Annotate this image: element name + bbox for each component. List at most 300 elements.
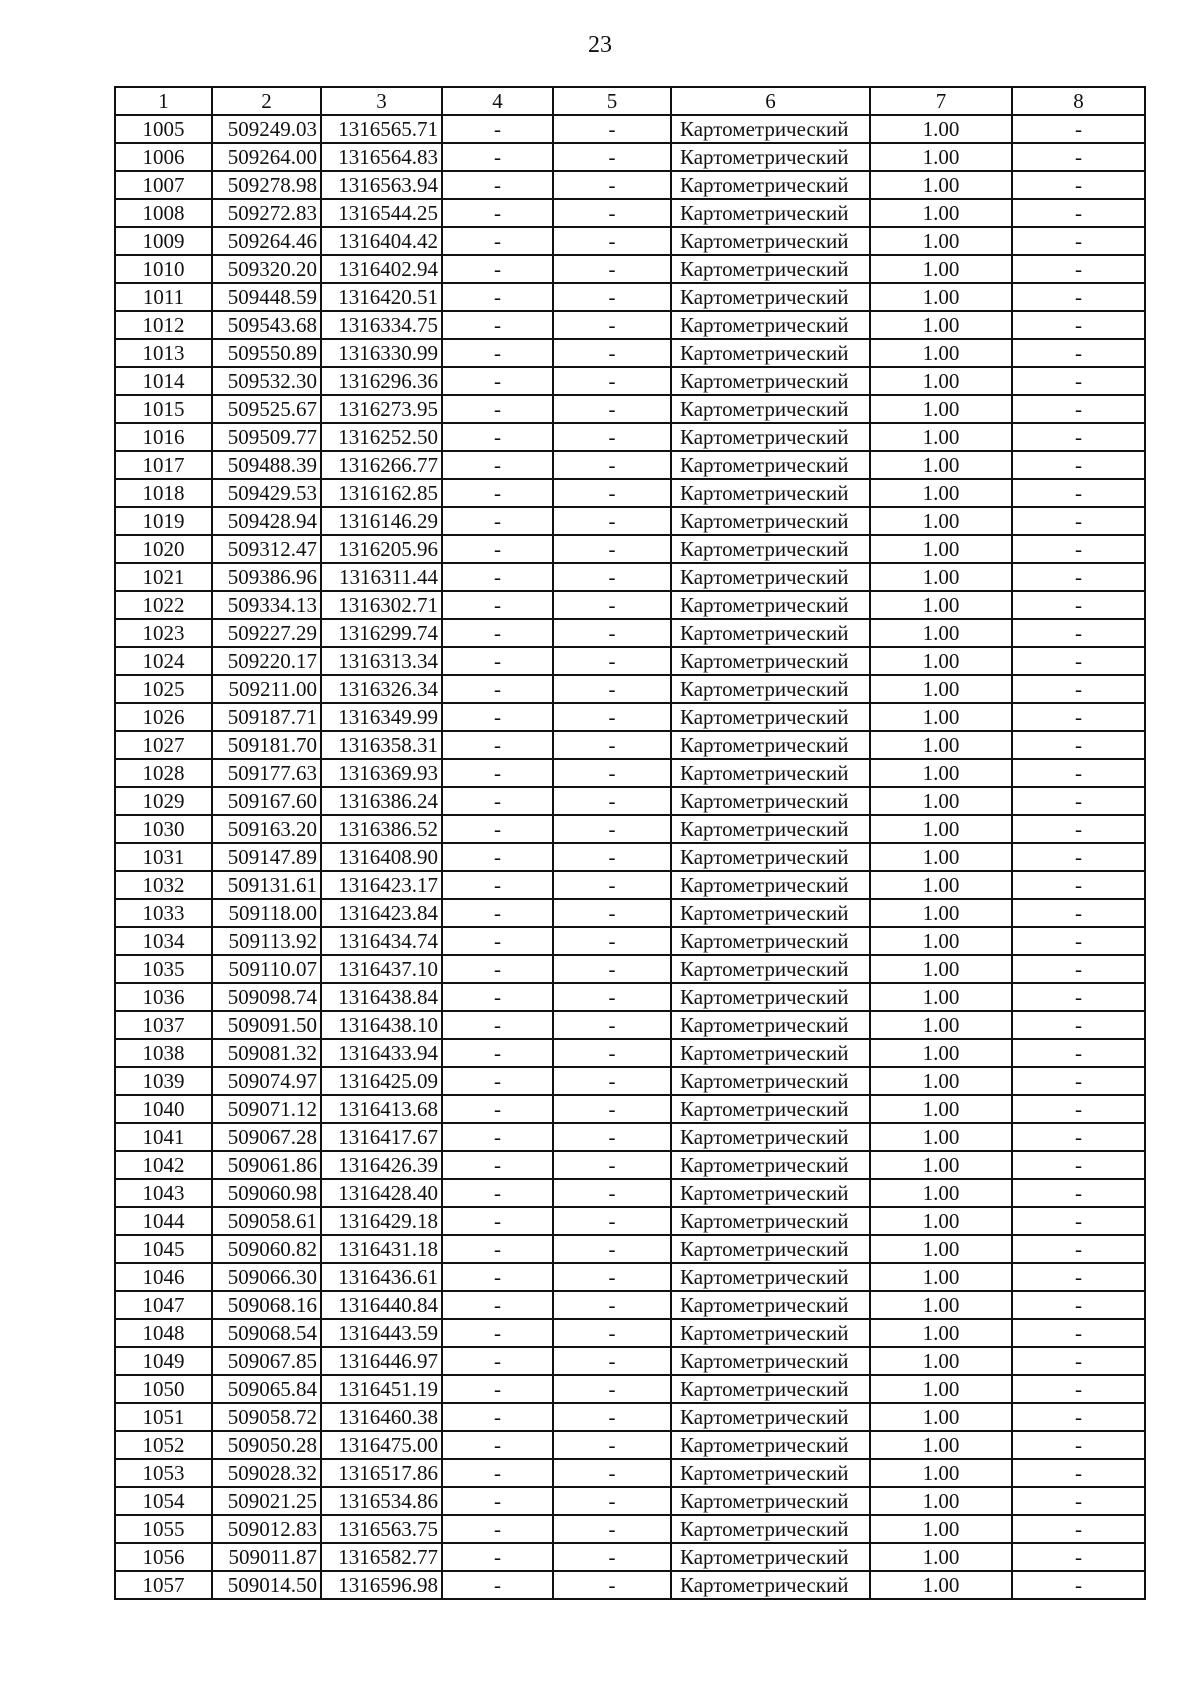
accuracy-cell: 1.00 [870,227,1012,255]
column-5-cell: - [553,871,671,899]
column-5-cell: - [553,1459,671,1487]
point-number-cell: 1021 [115,563,212,591]
table-row [115,227,1145,255]
method-cell: Картометрический [671,395,870,423]
column-8-cell: - [1012,1431,1145,1459]
column-5-cell: - [553,1123,671,1151]
method-cell: Картометрический [671,255,870,283]
column-8-cell: - [1012,815,1145,843]
accuracy-cell: 1.00 [870,927,1012,955]
y-coordinate-cell: 1316544.25 [321,199,442,227]
method-cell: Картометрический [671,899,870,927]
method-cell: Картометрический [671,1543,870,1571]
table-row [115,1011,1145,1039]
x-coordinate-cell: 509012.83 [212,1515,321,1543]
column-5-cell: - [553,563,671,591]
accuracy-cell: 1.00 [870,367,1012,395]
column-5-cell: - [553,1207,671,1235]
column-8-cell: - [1012,1291,1145,1319]
x-coordinate-cell: 509334.13 [212,591,321,619]
method-cell: Картометрический [671,1207,870,1235]
column-8-cell: - [1012,171,1145,199]
method-cell: Картометрический [671,171,870,199]
point-number-cell: 1056 [115,1543,212,1571]
method-cell: Картометрический [671,115,870,143]
accuracy-cell: 1.00 [870,535,1012,563]
point-number-cell: 1017 [115,451,212,479]
table-row [115,983,1145,1011]
column-8-cell: - [1012,871,1145,899]
y-coordinate-cell: 1316446.97 [321,1347,442,1375]
column-5-cell: - [553,1291,671,1319]
point-number-cell: 1022 [115,591,212,619]
x-coordinate-cell: 509058.72 [212,1403,321,1431]
y-coordinate-cell: 1316299.74 [321,619,442,647]
column-4-cell: - [442,535,553,563]
table-row [115,703,1145,731]
point-number-cell: 1043 [115,1179,212,1207]
column-4-cell: - [442,143,553,171]
point-number-cell: 1019 [115,507,212,535]
column-8-cell: - [1012,1263,1145,1291]
column-5-cell: - [553,171,671,199]
method-cell: Картометрический [671,1291,870,1319]
column-4-cell: - [442,1347,553,1375]
method-cell: Картометрический [671,1515,870,1543]
accuracy-cell: 1.00 [870,619,1012,647]
column-5-cell: - [553,367,671,395]
x-coordinate-cell: 509249.03 [212,115,321,143]
table-row [115,647,1145,675]
column-8-cell: - [1012,507,1145,535]
method-cell: Картометрический [671,815,870,843]
point-number-cell: 1050 [115,1375,212,1403]
column-5-cell: - [553,983,671,1011]
column-8-cell: - [1012,1403,1145,1431]
table-row [115,1431,1145,1459]
y-coordinate-cell: 1316296.36 [321,367,442,395]
column-8-cell: - [1012,703,1145,731]
table-row [115,311,1145,339]
accuracy-cell: 1.00 [870,1179,1012,1207]
x-coordinate-cell: 509187.71 [212,703,321,731]
column-8-cell: - [1012,1515,1145,1543]
column-5-cell: - [553,395,671,423]
column-5-cell: - [553,815,671,843]
method-cell: Картометрический [671,451,870,479]
column-8-cell: - [1012,143,1145,171]
column-4-cell: - [442,871,553,899]
accuracy-cell: 1.00 [870,1459,1012,1487]
x-coordinate-cell: 509068.16 [212,1291,321,1319]
column-4-cell: - [442,1067,553,1095]
table-row [115,871,1145,899]
table-row [115,955,1145,983]
column-8-cell: - [1012,1207,1145,1235]
x-coordinate-cell: 509091.50 [212,1011,321,1039]
table-row [115,1039,1145,1067]
column-4-cell: - [442,1515,553,1543]
column-5-cell: - [553,1571,671,1599]
column-5-cell: - [553,535,671,563]
table-row [115,1515,1145,1543]
accuracy-cell: 1.00 [870,787,1012,815]
column-8-cell: - [1012,759,1145,787]
column-4-cell: - [442,227,553,255]
x-coordinate-cell: 509509.77 [212,423,321,451]
y-coordinate-cell: 1316358.31 [321,731,442,759]
table-row [115,1347,1145,1375]
x-coordinate-cell: 509058.61 [212,1207,321,1235]
column-8-cell: - [1012,283,1145,311]
x-coordinate-cell: 509021.25 [212,1487,321,1515]
method-cell: Картометрический [671,843,870,871]
column-8-cell: - [1012,563,1145,591]
x-coordinate-cell: 509428.94 [212,507,321,535]
point-number-cell: 1035 [115,955,212,983]
y-coordinate-cell: 1316438.10 [321,1011,442,1039]
x-coordinate-cell: 509163.20 [212,815,321,843]
column-8-cell: - [1012,1487,1145,1515]
x-coordinate-cell: 509067.85 [212,1347,321,1375]
column-5-cell: - [553,1319,671,1347]
column-header: 4 [442,87,553,115]
method-cell: Картометрический [671,787,870,815]
column-5-cell: - [553,339,671,367]
accuracy-cell: 1.00 [870,899,1012,927]
column-8-cell: - [1012,1347,1145,1375]
y-coordinate-cell: 1316428.40 [321,1179,442,1207]
accuracy-cell: 1.00 [870,1207,1012,1235]
accuracy-cell: 1.00 [870,451,1012,479]
y-coordinate-cell: 1316475.00 [321,1431,442,1459]
column-8-cell: - [1012,1123,1145,1151]
accuracy-cell: 1.00 [870,1571,1012,1599]
x-coordinate-cell: 509181.70 [212,731,321,759]
point-number-cell: 1012 [115,311,212,339]
column-4-cell: - [442,395,553,423]
column-header: 8 [1012,87,1145,115]
x-coordinate-cell: 509386.96 [212,563,321,591]
column-5-cell: - [553,1011,671,1039]
method-cell: Картометрический [671,1039,870,1067]
column-8-cell: - [1012,451,1145,479]
point-number-cell: 1047 [115,1291,212,1319]
point-number-cell: 1033 [115,899,212,927]
column-8-cell: - [1012,115,1145,143]
y-coordinate-cell: 1316386.52 [321,815,442,843]
point-number-cell: 1015 [115,395,212,423]
column-5-cell: - [553,1347,671,1375]
method-cell: Картометрический [671,675,870,703]
y-coordinate-cell: 1316302.71 [321,591,442,619]
point-number-cell: 1011 [115,283,212,311]
point-number-cell: 1018 [115,479,212,507]
column-8-cell: - [1012,1235,1145,1263]
method-cell: Картометрический [671,367,870,395]
column-5-cell: - [553,451,671,479]
method-cell: Картометрический [671,647,870,675]
accuracy-cell: 1.00 [870,1263,1012,1291]
accuracy-cell: 1.00 [870,507,1012,535]
table-row [115,1179,1145,1207]
point-number-cell: 1045 [115,1235,212,1263]
x-coordinate-cell: 509071.12 [212,1095,321,1123]
accuracy-cell: 1.00 [870,563,1012,591]
x-coordinate-cell: 509113.92 [212,927,321,955]
point-number-cell: 1031 [115,843,212,871]
y-coordinate-cell: 1316437.10 [321,955,442,983]
column-5-cell: - [553,1039,671,1067]
point-number-cell: 1030 [115,815,212,843]
accuracy-cell: 1.00 [870,1067,1012,1095]
x-coordinate-cell: 509278.98 [212,171,321,199]
y-coordinate-cell: 1316205.96 [321,535,442,563]
column-5-cell: - [553,1067,671,1095]
y-coordinate-cell: 1316326.34 [321,675,442,703]
column-8-cell: - [1012,423,1145,451]
table-row [115,115,1145,143]
y-coordinate-cell: 1316438.84 [321,983,442,1011]
accuracy-cell: 1.00 [870,955,1012,983]
column-4-cell: - [442,1487,553,1515]
y-coordinate-cell: 1316402.94 [321,255,442,283]
column-4-cell: - [442,675,553,703]
point-number-cell: 1042 [115,1151,212,1179]
table-row [115,507,1145,535]
table-row [115,1403,1145,1431]
table-row [115,731,1145,759]
table-row [115,1207,1145,1235]
column-4-cell: - [442,507,553,535]
y-coordinate-cell: 1316565.71 [321,115,442,143]
coordinates-table [114,86,1146,1600]
accuracy-cell: 1.00 [870,171,1012,199]
y-coordinate-cell: 1316311.44 [321,563,442,591]
column-5-cell: - [553,843,671,871]
point-number-cell: 1013 [115,339,212,367]
column-4-cell: - [442,199,553,227]
x-coordinate-cell: 509167.60 [212,787,321,815]
column-8-cell: - [1012,1319,1145,1347]
point-number-cell: 1054 [115,1487,212,1515]
method-cell: Картометрический [671,1123,870,1151]
column-8-cell: - [1012,1571,1145,1599]
accuracy-cell: 1.00 [870,339,1012,367]
y-coordinate-cell: 1316429.18 [321,1207,442,1235]
column-8-cell: - [1012,311,1145,339]
table-row [115,535,1145,563]
column-5-cell: - [553,647,671,675]
column-4-cell: - [442,927,553,955]
y-coordinate-cell: 1316426.39 [321,1151,442,1179]
table-row [115,1375,1145,1403]
accuracy-cell: 1.00 [870,1543,1012,1571]
column-4-cell: - [442,1459,553,1487]
y-coordinate-cell: 1316433.94 [321,1039,442,1067]
method-cell: Картометрический [671,955,870,983]
accuracy-cell: 1.00 [870,395,1012,423]
table-row [115,843,1145,871]
accuracy-cell: 1.00 [870,1319,1012,1347]
column-8-cell: - [1012,647,1145,675]
column-4-cell: - [442,1151,553,1179]
accuracy-cell: 1.00 [870,1431,1012,1459]
y-coordinate-cell: 1316443.59 [321,1319,442,1347]
x-coordinate-cell: 509147.89 [212,843,321,871]
accuracy-cell: 1.00 [870,591,1012,619]
table-row [115,1319,1145,1347]
column-4-cell: - [442,1431,553,1459]
point-number-cell: 1026 [115,703,212,731]
method-cell: Картометрический [671,563,870,591]
point-number-cell: 1027 [115,731,212,759]
y-coordinate-cell: 1316582.77 [321,1543,442,1571]
y-coordinate-cell: 1316334.75 [321,311,442,339]
x-coordinate-cell: 509264.46 [212,227,321,255]
column-8-cell: - [1012,619,1145,647]
column-5-cell: - [553,1431,671,1459]
x-coordinate-cell: 509448.59 [212,283,321,311]
column-4-cell: - [442,955,553,983]
method-cell: Картометрический [671,1375,870,1403]
column-5-cell: - [553,1543,671,1571]
column-4-cell: - [442,171,553,199]
accuracy-cell: 1.00 [870,199,1012,227]
accuracy-cell: 1.00 [870,759,1012,787]
column-header: 5 [553,87,671,115]
table-row [115,563,1145,591]
table-row [115,1151,1145,1179]
accuracy-cell: 1.00 [870,255,1012,283]
column-8-cell: - [1012,1039,1145,1067]
point-number-cell: 1034 [115,927,212,955]
column-header: 2 [212,87,321,115]
x-coordinate-cell: 509220.17 [212,647,321,675]
accuracy-cell: 1.00 [870,983,1012,1011]
x-coordinate-cell: 509525.67 [212,395,321,423]
column-5-cell: - [553,955,671,983]
accuracy-cell: 1.00 [870,1151,1012,1179]
point-number-cell: 1016 [115,423,212,451]
column-5-cell: - [553,283,671,311]
x-coordinate-cell: 509081.32 [212,1039,321,1067]
column-8-cell: - [1012,675,1145,703]
column-5-cell: - [553,703,671,731]
column-4-cell: - [442,759,553,787]
table-row [115,927,1145,955]
column-4-cell: - [442,1403,553,1431]
table-row [115,1571,1145,1599]
column-5-cell: - [553,1263,671,1291]
column-5-cell: - [553,927,671,955]
point-number-cell: 1049 [115,1347,212,1375]
method-cell: Картометрический [671,619,870,647]
column-5-cell: - [553,1403,671,1431]
method-cell: Картометрический [671,535,870,563]
column-8-cell: - [1012,1151,1145,1179]
table-row [115,1095,1145,1123]
column-5-cell: - [553,1179,671,1207]
table-row [115,1543,1145,1571]
point-number-cell: 1053 [115,1459,212,1487]
column-8-cell: - [1012,395,1145,423]
method-cell: Картометрический [671,143,870,171]
column-5-cell: - [553,479,671,507]
method-cell: Картометрический [671,283,870,311]
method-cell: Картометрический [671,199,870,227]
accuracy-cell: 1.00 [870,143,1012,171]
column-4-cell: - [442,1291,553,1319]
column-5-cell: - [553,1235,671,1263]
accuracy-cell: 1.00 [870,1235,1012,1263]
column-4-cell: - [442,311,553,339]
x-coordinate-cell: 509543.68 [212,311,321,339]
accuracy-cell: 1.00 [870,1123,1012,1151]
column-4-cell: - [442,339,553,367]
method-cell: Картометрический [671,339,870,367]
table-row [115,675,1145,703]
x-coordinate-cell: 509488.39 [212,451,321,479]
point-number-cell: 1014 [115,367,212,395]
accuracy-cell: 1.00 [870,703,1012,731]
y-coordinate-cell: 1316563.94 [321,171,442,199]
x-coordinate-cell: 509131.61 [212,871,321,899]
table-row [115,1291,1145,1319]
column-5-cell: - [553,1515,671,1543]
column-8-cell: - [1012,1067,1145,1095]
x-coordinate-cell: 509312.47 [212,535,321,563]
column-4-cell: - [442,1039,553,1067]
column-8-cell: - [1012,1095,1145,1123]
table-row [115,255,1145,283]
column-4-cell: - [442,1235,553,1263]
method-cell: Картометрический [671,1487,870,1515]
y-coordinate-cell: 1316273.95 [321,395,442,423]
method-cell: Картометрический [671,1459,870,1487]
column-4-cell: - [442,479,553,507]
y-coordinate-cell: 1316440.84 [321,1291,442,1319]
x-coordinate-cell: 509014.50 [212,1571,321,1599]
x-coordinate-cell: 509074.97 [212,1067,321,1095]
column-header: 7 [870,87,1012,115]
y-coordinate-cell: 1316423.84 [321,899,442,927]
x-coordinate-cell: 509550.89 [212,339,321,367]
column-5-cell: - [553,115,671,143]
accuracy-cell: 1.00 [870,843,1012,871]
x-coordinate-cell: 509532.30 [212,367,321,395]
y-coordinate-cell: 1316417.67 [321,1123,442,1151]
column-8-cell: - [1012,1179,1145,1207]
table-body [115,115,1145,1599]
x-coordinate-cell: 509011.87 [212,1543,321,1571]
column-5-cell: - [553,1375,671,1403]
column-8-cell: - [1012,1543,1145,1571]
column-5-cell: - [553,227,671,255]
table-row [115,283,1145,311]
column-4-cell: - [442,255,553,283]
column-4-cell: - [442,1123,553,1151]
column-4-cell: - [442,1207,553,1235]
point-number-cell: 1010 [115,255,212,283]
column-4-cell: - [442,703,553,731]
method-cell: Картометрический [671,871,870,899]
page-number: 23 [588,32,612,58]
y-coordinate-cell: 1316404.42 [321,227,442,255]
method-cell: Картометрический [671,1263,870,1291]
point-number-cell: 1036 [115,983,212,1011]
x-coordinate-cell: 509060.82 [212,1235,321,1263]
